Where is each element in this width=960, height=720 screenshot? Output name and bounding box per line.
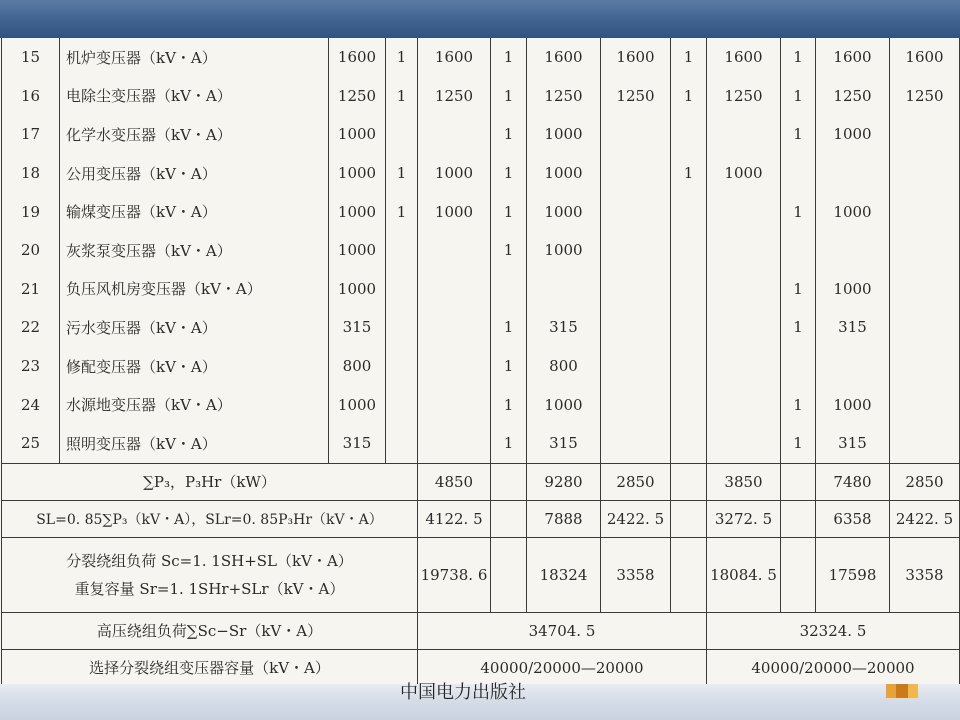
cell-c9: 1250 (816, 77, 890, 116)
cell-c7: 1250 (707, 77, 781, 116)
sum-power-v5: 7480 (816, 463, 890, 500)
cell-c10 (890, 347, 960, 386)
table-row (2, 192, 960, 231)
cell-c2 (418, 231, 491, 270)
cell-name: 机炉变压器（kV・A） (60, 38, 329, 77)
cell-no: 23 (2, 347, 60, 386)
cell-c9: 1000 (816, 115, 890, 154)
select-capacity-label: 选择分裂绕组变压器容量（kV・A） (2, 649, 418, 686)
sum-power-v1: 4850 (418, 463, 491, 500)
select-capacity-v1: 40000/20000—20000 (418, 649, 707, 686)
repeat-capacity-label: 重复容量 Sr=1. 1SHr+SLr（kV・A） (74, 579, 345, 598)
split-v1: 19738. 6 (418, 537, 491, 612)
split-winding-row (2, 537, 960, 612)
cell-c9 (816, 231, 890, 270)
cell-c2: 1250 (418, 77, 491, 116)
cell-c7 (707, 347, 781, 386)
slide-header-bar (0, 0, 960, 38)
cell-c1: 1 (386, 192, 418, 231)
sum-apparent-v4: 3272. 5 (707, 500, 781, 537)
cell-c6 (671, 385, 707, 424)
cell-c8: 1 (781, 424, 816, 463)
cell-name: 公用变压器（kV・A） (60, 154, 329, 193)
cell-c1: 1 (386, 154, 418, 193)
cell-c5 (601, 424, 671, 463)
cell-c5 (601, 347, 671, 386)
cell-name: 水源地变压器（kV・A） (60, 385, 329, 424)
cell-no: 21 (2, 270, 60, 309)
cell-cap: 315 (329, 308, 386, 347)
sum-power-v6: 2850 (890, 463, 960, 500)
cell-cap: 1000 (329, 192, 386, 231)
table-row (2, 347, 960, 386)
cell-c1 (386, 115, 418, 154)
cell-no: 25 (2, 424, 60, 463)
cell-c4: 1000 (527, 115, 601, 154)
cell-c4: 1000 (527, 154, 601, 193)
cell-c8: 1 (781, 77, 816, 116)
transformer-load-table (1, 38, 960, 687)
cell-no: 16 (2, 77, 60, 116)
table-row (2, 38, 960, 77)
cell-c9: 315 (816, 424, 890, 463)
cell-c6: 1 (671, 38, 707, 77)
cell-c8: 1 (781, 385, 816, 424)
cell-c7: 1000 (707, 154, 781, 193)
sum-apparent-v6: 2422. 5 (890, 500, 960, 537)
cell-c8: 1 (781, 115, 816, 154)
publisher-footer-text: 中国电力出版社 (400, 682, 526, 703)
cell-name: 负压风机房变压器（kV・A） (60, 270, 329, 309)
cell-c3 (491, 270, 527, 309)
cell-c10: 1600 (890, 38, 960, 77)
cell-c5 (601, 385, 671, 424)
cell-c5 (601, 231, 671, 270)
cell-c3: 1 (491, 385, 527, 424)
cell-c9: 1000 (816, 385, 890, 424)
cell-c4: 800 (527, 347, 601, 386)
cell-c10 (890, 231, 960, 270)
transformer-load-table-sheet (0, 38, 960, 684)
table-row (2, 385, 960, 424)
cell-c7 (707, 424, 781, 463)
cell-c8 (781, 231, 816, 270)
cell-c9 (816, 347, 890, 386)
split-v2: 18324 (527, 537, 601, 612)
cell-c9: 1600 (816, 38, 890, 77)
cell-c10 (890, 424, 960, 463)
cell-name: 修配变压器（kV・A） (60, 347, 329, 386)
split-v3: 3358 (601, 537, 671, 612)
cell-no: 18 (2, 154, 60, 193)
hv-winding-v1: 34704. 5 (418, 612, 707, 649)
cell-c2 (418, 270, 491, 309)
cell-c6 (671, 270, 707, 309)
table-row (2, 77, 960, 116)
cell-c7 (707, 270, 781, 309)
cell-c1 (386, 347, 418, 386)
sum-apparent-v3: 2422. 5 (601, 500, 671, 537)
cell-c5: 1250 (601, 77, 671, 116)
cell-c7 (707, 308, 781, 347)
cell-c6 (671, 115, 707, 154)
split-v5: 17598 (816, 537, 890, 612)
cell-name: 污水变压器（kV・A） (60, 308, 329, 347)
sum-apparent-v2: 7888 (527, 500, 601, 537)
cell-c2 (418, 115, 491, 154)
split-v6: 3358 (890, 537, 960, 612)
sum-power-label: ∑P₃，P₃Hr（kW） (2, 463, 418, 500)
cell-c7 (707, 192, 781, 231)
cell-c9: 1000 (816, 270, 890, 309)
cell-c3: 1 (491, 231, 527, 270)
cell-c5 (601, 154, 671, 193)
cell-c7 (707, 385, 781, 424)
cell-c10 (890, 308, 960, 347)
cell-name: 化学水变压器（kV・A） (60, 115, 329, 154)
cell-c10 (890, 385, 960, 424)
cell-c2 (418, 308, 491, 347)
cell-c2 (418, 385, 491, 424)
publisher-logo-icon (886, 684, 926, 698)
split-winding-label (2, 537, 418, 612)
cell-c1: 1 (386, 77, 418, 116)
sum-apparent-v5: 6358 (816, 500, 890, 537)
cell-cap: 1600 (329, 38, 386, 77)
cell-no: 19 (2, 192, 60, 231)
cell-c6: 1 (671, 154, 707, 193)
cell-c6 (671, 231, 707, 270)
cell-c10 (890, 115, 960, 154)
cell-name: 灰浆泵变压器（kV・A） (60, 231, 329, 270)
table-row (2, 115, 960, 154)
cell-name: 输煤变压器（kV・A） (60, 192, 329, 231)
cell-name: 电除尘变压器（kV・A） (60, 77, 329, 116)
cell-c4: 315 (527, 308, 601, 347)
cell-c8: 1 (781, 270, 816, 309)
hv-winding-v2: 32324. 5 (707, 612, 960, 649)
sum-apparent-label: SL=0. 85∑P₃（kV・A），SLr=0. 85P₃Hr（kV・A） (2, 500, 418, 537)
cell-c3: 1 (491, 347, 527, 386)
cell-name: 照明变压器（kV・A） (60, 424, 329, 463)
cell-c2: 1000 (418, 192, 491, 231)
cell-c2: 1000 (418, 154, 491, 193)
cell-c10 (890, 192, 960, 231)
cell-cap: 1000 (329, 270, 386, 309)
cell-c6 (671, 308, 707, 347)
sum-power-v3: 2850 (601, 463, 671, 500)
cell-cap: 1000 (329, 154, 386, 193)
cell-c4 (527, 270, 601, 309)
cell-c10 (890, 154, 960, 193)
cell-c8: 1 (781, 38, 816, 77)
cell-c4: 1250 (527, 77, 601, 116)
cell-c3: 1 (491, 77, 527, 116)
sum-apparent-row (2, 500, 960, 537)
cell-c3: 1 (491, 38, 527, 77)
cell-no: 22 (2, 308, 60, 347)
cell-c6 (671, 347, 707, 386)
cell-c7: 1600 (707, 38, 781, 77)
cell-c5 (601, 270, 671, 309)
cell-no: 20 (2, 231, 60, 270)
cell-c10 (890, 270, 960, 309)
cell-c3: 1 (491, 424, 527, 463)
cell-cap: 1000 (329, 231, 386, 270)
hv-winding-label: 高压绕组负荷∑Sc−Sr（kV・A） (2, 612, 418, 649)
cell-cap: 315 (329, 424, 386, 463)
table-row (2, 270, 960, 309)
cell-c1 (386, 424, 418, 463)
cell-c2 (418, 424, 491, 463)
cell-c1: 1 (386, 38, 418, 77)
cell-c4: 1000 (527, 231, 601, 270)
cell-c5: 1600 (601, 38, 671, 77)
cell-c5 (601, 192, 671, 231)
cell-c1 (386, 231, 418, 270)
cell-c3: 1 (491, 192, 527, 231)
cell-c9 (816, 154, 890, 193)
table-row (2, 308, 960, 347)
cell-c6 (671, 424, 707, 463)
cell-c4: 1600 (527, 38, 601, 77)
cell-cap: 800 (329, 347, 386, 386)
cell-c1 (386, 308, 418, 347)
cell-cap: 1000 (329, 115, 386, 154)
split-load-label: 分裂绕组负荷 Sc=1. 1SH+SL（kV・A） (66, 551, 353, 570)
cell-cap: 1000 (329, 385, 386, 424)
cell-c6: 1 (671, 77, 707, 116)
cell-c4: 315 (527, 424, 601, 463)
cell-c5 (601, 115, 671, 154)
cell-c8: 1 (781, 192, 816, 231)
cell-c8 (781, 347, 816, 386)
cell-c3: 1 (491, 154, 527, 193)
cell-c10: 1250 (890, 77, 960, 116)
cell-cap: 1250 (329, 77, 386, 116)
table-row (2, 424, 960, 463)
cell-c9: 1000 (816, 192, 890, 231)
cell-c7 (707, 115, 781, 154)
cell-c9: 315 (816, 308, 890, 347)
sum-power-v4: 3850 (707, 463, 781, 500)
cell-c3: 1 (491, 308, 527, 347)
table-row (2, 154, 960, 193)
hv-winding-row (2, 612, 960, 649)
select-capacity-v2: 40000/20000—20000 (707, 649, 960, 686)
sum-power-v2: 9280 (527, 463, 601, 500)
cell-c2: 1600 (418, 38, 491, 77)
cell-c7 (707, 231, 781, 270)
cell-c4: 1000 (527, 192, 601, 231)
split-v4: 18084. 5 (707, 537, 781, 612)
cell-c1 (386, 385, 418, 424)
sum-power-row (2, 463, 960, 500)
cell-c2 (418, 347, 491, 386)
table-row (2, 231, 960, 270)
cell-c5 (601, 308, 671, 347)
cell-c8 (781, 154, 816, 193)
cell-c1 (386, 270, 418, 309)
cell-no: 17 (2, 115, 60, 154)
cell-no: 15 (2, 38, 60, 77)
cell-c8: 1 (781, 308, 816, 347)
cell-c3: 1 (491, 115, 527, 154)
cell-no: 24 (2, 385, 60, 424)
cell-c6 (671, 192, 707, 231)
sum-apparent-v1: 4122. 5 (418, 500, 491, 537)
cell-c4: 1000 (527, 385, 601, 424)
